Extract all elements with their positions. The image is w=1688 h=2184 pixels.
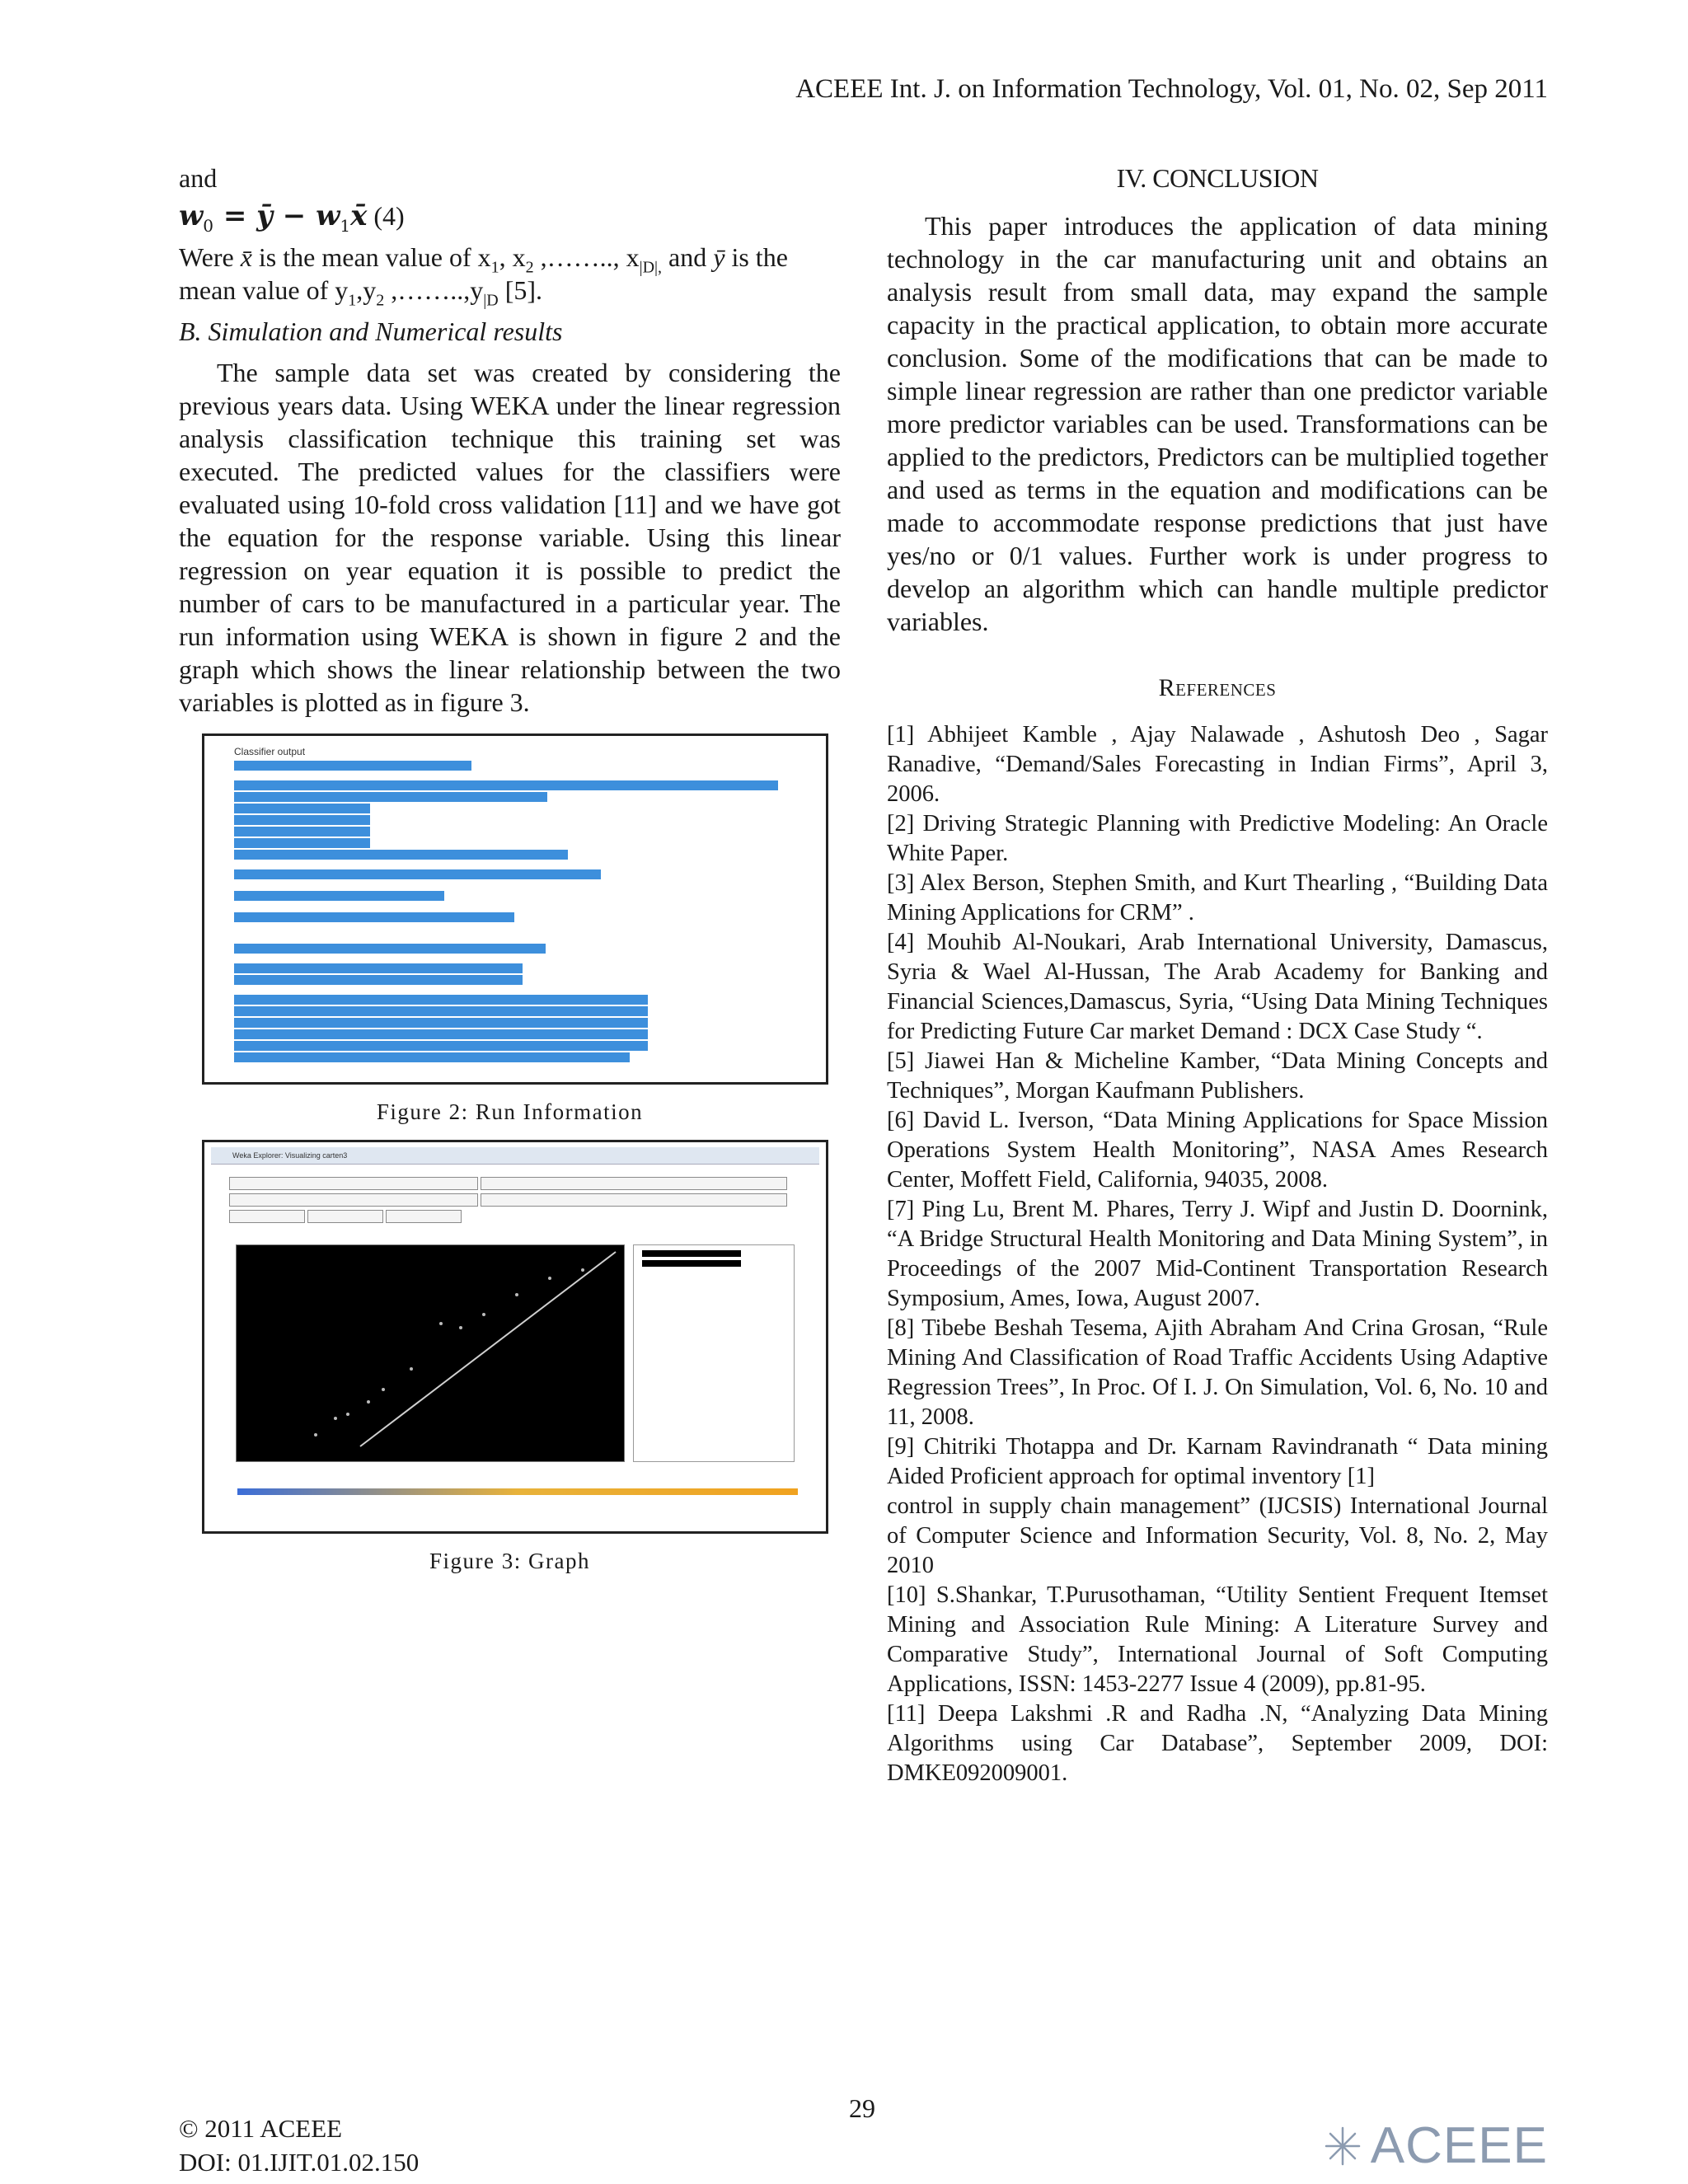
mean-text-a: Were: [179, 242, 241, 272]
clear-button: [307, 1210, 383, 1223]
reference-list: [887, 720, 1548, 1788]
output-line: [234, 995, 648, 1005]
mean-xbar: x̄: [240, 242, 252, 272]
output-line: [234, 1006, 648, 1016]
select-instance: [481, 1193, 787, 1207]
output-line: [234, 780, 778, 790]
figure-2-run-information: [202, 733, 828, 1085]
legend-bar: [642, 1260, 741, 1267]
eq-number: (4): [367, 201, 405, 231]
equation-4: [179, 198, 841, 234]
reference-item: [8] Tibebe Beshah Tesema, Ajith Abraham And Crina Grosan, “Rule Mining And Classification of Road Traffic Accidents Using Adaptive Regression Trees”, In Proc. Of I. J. On Simulation, Vol. 6, No. 10 and 11, 2008.: [887, 1315, 1548, 1430]
page-number: 29: [849, 2093, 875, 2123]
weka-window-titlebar: [211, 1147, 819, 1165]
output-line: [234, 912, 514, 922]
save-button: [386, 1210, 462, 1223]
output-line: [234, 1041, 648, 1051]
mean-text-c: is the mean value of x: [251, 242, 491, 272]
section-title-b: B. Simulation and Numerical results: [179, 316, 563, 346]
brand-name: ACEEE: [1370, 2117, 1548, 2174]
colour-select: [229, 1193, 478, 1207]
simulation-paragraph: The sample data set was created by considering the previous years data. Using WEKA under the linear regression analysis classification technique this training set was executed. The predicted values for the classifiers were evaluated using 10-fold cross validation [11] and we have got the equation for the response variable. Using this linear regression on year equation it is possible to predict the number of cars to be manufactured in a particular year. The run information using WEKA is shown in figure 2 and the graph which shows the linear relationship between the two variables is plotted as in figure 3.: [179, 358, 841, 717]
references-heading: References: [1158, 674, 1277, 701]
figure-3-graph: [202, 1140, 828, 1534]
aceee-logo: [1320, 2116, 1548, 2175]
reference-item: [6] David L. Iverson, “Data Mining Applications for Space Mission Operations System Health Monitoring”, NASA Ames Research Center, Moffett Field, California, 94035, 2008.: [887, 1108, 1548, 1193]
mean2-text-c: ,……..,y: [384, 275, 484, 305]
and-text: and: [179, 163, 218, 193]
output-line: [234, 838, 370, 848]
legend-bar: [642, 1250, 741, 1257]
reset-button: [229, 1210, 305, 1223]
output-line: [234, 891, 444, 901]
sub-d: |D|,: [639, 258, 663, 277]
classifier-output-label: Classifier output: [234, 746, 306, 757]
conclusion-paragraph: This paper introduces the application of data mining technology in the car manufacturing unit and obtains an analysis result from small data, may expand the sample capacity in the practical application, to obtain more accurate conclusion. Some of the modifications that can be made to simple linear regression are rather than one predictor variable more predictor variables can be used. Transformations can be applied to the predictors, Predictors can be multiplied together and used as terms in the equation and modifications can be made to accommodate response predictions that just have yes/no or 0/1 values. Further work is under progress to develop an algorithm which can handle multiple predictor variables.: [887, 211, 1548, 636]
output-line: [234, 815, 370, 825]
mean-text-f: and: [662, 242, 714, 272]
scatter-plot-area: [236, 1244, 625, 1462]
output-line: [234, 1052, 630, 1062]
data-points: [314, 1268, 584, 1436]
sub-2: 2: [525, 258, 534, 277]
sub-1b: 1: [348, 291, 357, 310]
window-title: Weka Explorer: Visualizing carten3: [232, 1151, 348, 1160]
reference-item: [3] Alex Berson, Stephen Smith, and Kurt Thearling , “Building Data Mining Applications for CRM” .: [887, 870, 1548, 926]
output-line: [234, 792, 547, 802]
y-axis-select: [481, 1177, 787, 1190]
output-line: [234, 827, 370, 837]
figure-2-caption: Figure 2: Run Information: [376, 1099, 644, 1124]
output-line: [234, 850, 568, 860]
reference-item: [2] Driving Strategic Planning with Predictive Modeling: An Oracle White Paper.: [887, 811, 1548, 866]
eq-sub0: 0: [203, 215, 214, 236]
regression-plot: [237, 1245, 624, 1461]
x-axis-select: [229, 1177, 478, 1190]
reference-item: [4] Mouhib Al-Noukari, Arab International University, Damascus, Syria & Wael Al-Hussan, The Arab Academy for Banking and Financial Sciences,Damascus, Syria, “Using Data Mining Techniques for Predicting Future Car market Demand : DCX Case Study “.: [887, 930, 1548, 1044]
plot-legend-panel: [633, 1244, 795, 1462]
output-line: [234, 1018, 648, 1028]
eq-xbar: x̄: [350, 199, 368, 232]
footer-info: [179, 2111, 419, 2179]
output-line: [234, 975, 523, 985]
running-header: ACEEE Int. J. on Information Technology, Vol. 01, No. 02, Sep 2011: [795, 74, 1548, 104]
reference-item: [1] Abhijeet Kamble , Ajay Nalawade , Ashutosh Deo , Sagar Ranadive, “Demand/Sales Forecasting in Indian Firms”, April 3, 2006.: [887, 722, 1548, 807]
reference-item: control in supply chain management” (IJCSIS) International Journal of Computer Science and Information Security, Vol. 8, No. 2, May 2010: [887, 1493, 1548, 1578]
mean-ybar: ȳ: [713, 242, 725, 272]
mean2-text-b: ,y: [356, 275, 377, 305]
output-line: [234, 761, 471, 771]
eq-mid: = ȳ − w: [213, 199, 340, 232]
doi: DOI: 01.IJIT.01.02.150: [179, 2148, 420, 2177]
class-colour-bar: [237, 1488, 798, 1495]
copyright: © 2011 ACEEE: [179, 2114, 343, 2143]
sub-d2: |D: [483, 291, 499, 310]
mean-definition: [179, 241, 841, 310]
right-column: [887, 162, 1548, 1788]
mean-text-d: , x: [499, 242, 526, 272]
eq-w: w: [179, 199, 204, 232]
output-line: [234, 1029, 648, 1039]
regression-line: [360, 1252, 616, 1446]
reference-item: [7] Ping Lu, Brent M. Phares, Terry J. Wipf and Justin D. Doornink, “A Bridge Structural Health Monitoring and Data Mining System”, in Proceedings of the 2007 Mid-Continent Transportation Research Symposium, Ames, Iowa, August 2007.: [887, 1197, 1548, 1311]
output-line: [234, 944, 546, 954]
conclusion-heading: IV. CONCLUSION: [1116, 163, 1319, 193]
sub-1: 1: [490, 258, 499, 277]
aceee-logo-icon: [1320, 2123, 1366, 2169]
weka-output-panel: [234, 746, 803, 1076]
reference-item: [10] S.Shankar, T.Purusothaman, “Utility Sentient Frequent Itemset Mining and Association Rule Mining: A Literature Survey and Comparative Study”, International Journal of Soft Computing Applications, ISSN: 1453-2277 Issue 4 (2009), pp.81-95.: [887, 1582, 1548, 1697]
eq-sub1: 1: [340, 215, 351, 236]
reference-item: [5] Jiawei Han & Micheline Kamber, “Data Mining Concepts and Techniques”, Morgan Kaufmann Publishers.: [887, 1048, 1548, 1104]
output-line: [234, 804, 370, 813]
figure-3-caption: Figure 3: Graph: [429, 1549, 590, 1573]
mean2-text-d: [5].: [498, 275, 543, 305]
left-column: [179, 162, 841, 1574]
mean-text-e: ,…….., x: [533, 242, 640, 272]
output-line: [234, 869, 601, 879]
output-line: [234, 963, 523, 973]
sub-2b: 2: [376, 291, 385, 310]
reference-item: [11] Deepa Lakshmi .R and Radha .N, “Analyzing Data Mining Algorithms using Car Database”, September 2009, DOI: DMKE092009001.: [887, 1701, 1548, 1786]
reference-item: [9] Chitriki Thotappa and Dr. Karnam Ravindranath “ Data mining Aided Proficient approach for optimal inventory [1]: [887, 1434, 1548, 1489]
mean2-text-a: mean value of y: [179, 275, 349, 305]
mean-text-h: is the: [724, 242, 788, 272]
